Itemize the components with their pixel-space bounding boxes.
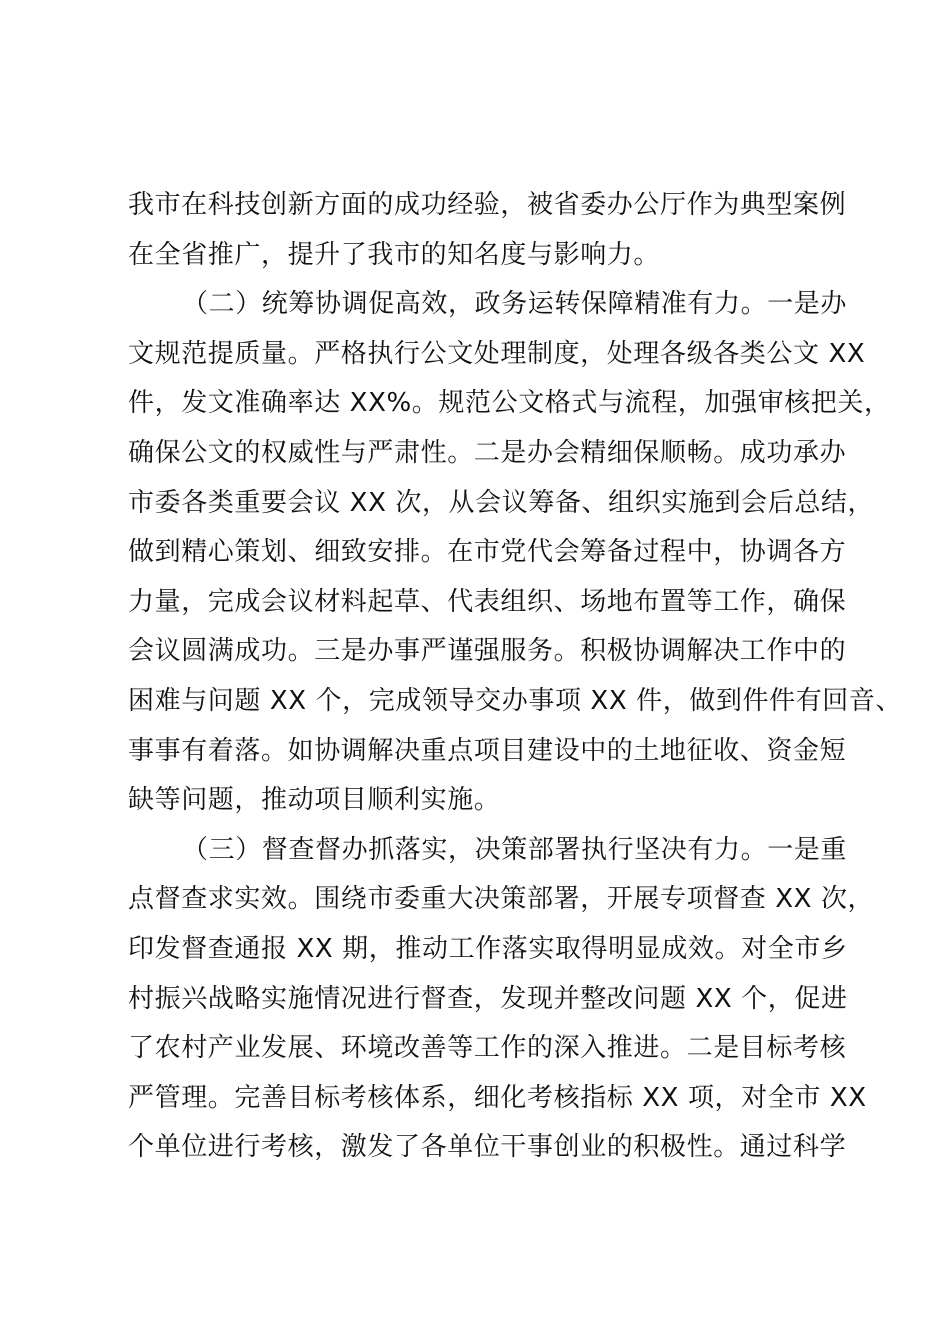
- text-line: 我市在科技创新方面的成功经验，被省委办公厅作为典型案例: [128, 190, 847, 220]
- text-line: 力量，完成会议材料起草、代表组织、场地布置等工作，确保: [128, 586, 847, 617]
- text-line: 印发督查通报 XX 期，推动工作落实取得明显成效。对全市乡: [128, 933, 848, 964]
- text-line: 确保公文的权威性与严肃性。二是办会精细保顺畅。成功承办: [128, 437, 847, 468]
- text-line: 在全省推广，提升了我市的知名度与影响力。: [128, 239, 661, 270]
- document-body: [128, 181, 903, 1173]
- text-line: 文规范提质量。严格执行公文处理制度，处理各级各类公文 XX: [128, 338, 866, 369]
- text-line: 缺等问题，推动项目顺利实施。: [128, 785, 501, 816]
- text-line: 会议圆满成功。三是办事严谨强服务。积极协调解决工作中的: [128, 636, 847, 667]
- text-line: 市委各类重要会议 XX 次，从会议筹备、组织实施到会后总结，: [128, 487, 875, 518]
- text-line: 做到精心策划、细致安排。在市党代会筹备过程中，协调各方: [128, 537, 847, 568]
- text-line: 件，发文准确率达 XX%。规范公文格式与流程，加强审核把关，: [128, 388, 891, 419]
- text-line: 了农村产业发展、环境改善等工作的深入推进。二是目标考核: [128, 1033, 847, 1064]
- text-line: 事事有着落。如协调解决重点项目建设中的土地征收、资金短: [128, 735, 847, 766]
- text-line: 困难与问题 XX 个，完成领导交办事项 XX 件，做到件件有回音、: [128, 685, 903, 716]
- text-line: 村振兴战略实施情况进行督查，发现并整改问题 XX 个，促进: [128, 983, 848, 1014]
- section-heading-line: （三）督查督办抓落实，决策部署执行坚决有力。一是重: [182, 834, 848, 865]
- text-line: 点督查求实效。围绕市委重大决策部署，开展专项督查 XX 次，: [128, 884, 875, 915]
- text-line: 个单位进行考核，激发了各单位干事创业的积极性。通过科学: [128, 1132, 847, 1163]
- text-line: 严管理。完善目标考核体系，细化考核指标 XX 项，对全市 XX: [128, 1082, 867, 1113]
- section-heading-line: （二）统筹协调促高效，政务运转保障精准有力。一是办: [182, 289, 848, 320]
